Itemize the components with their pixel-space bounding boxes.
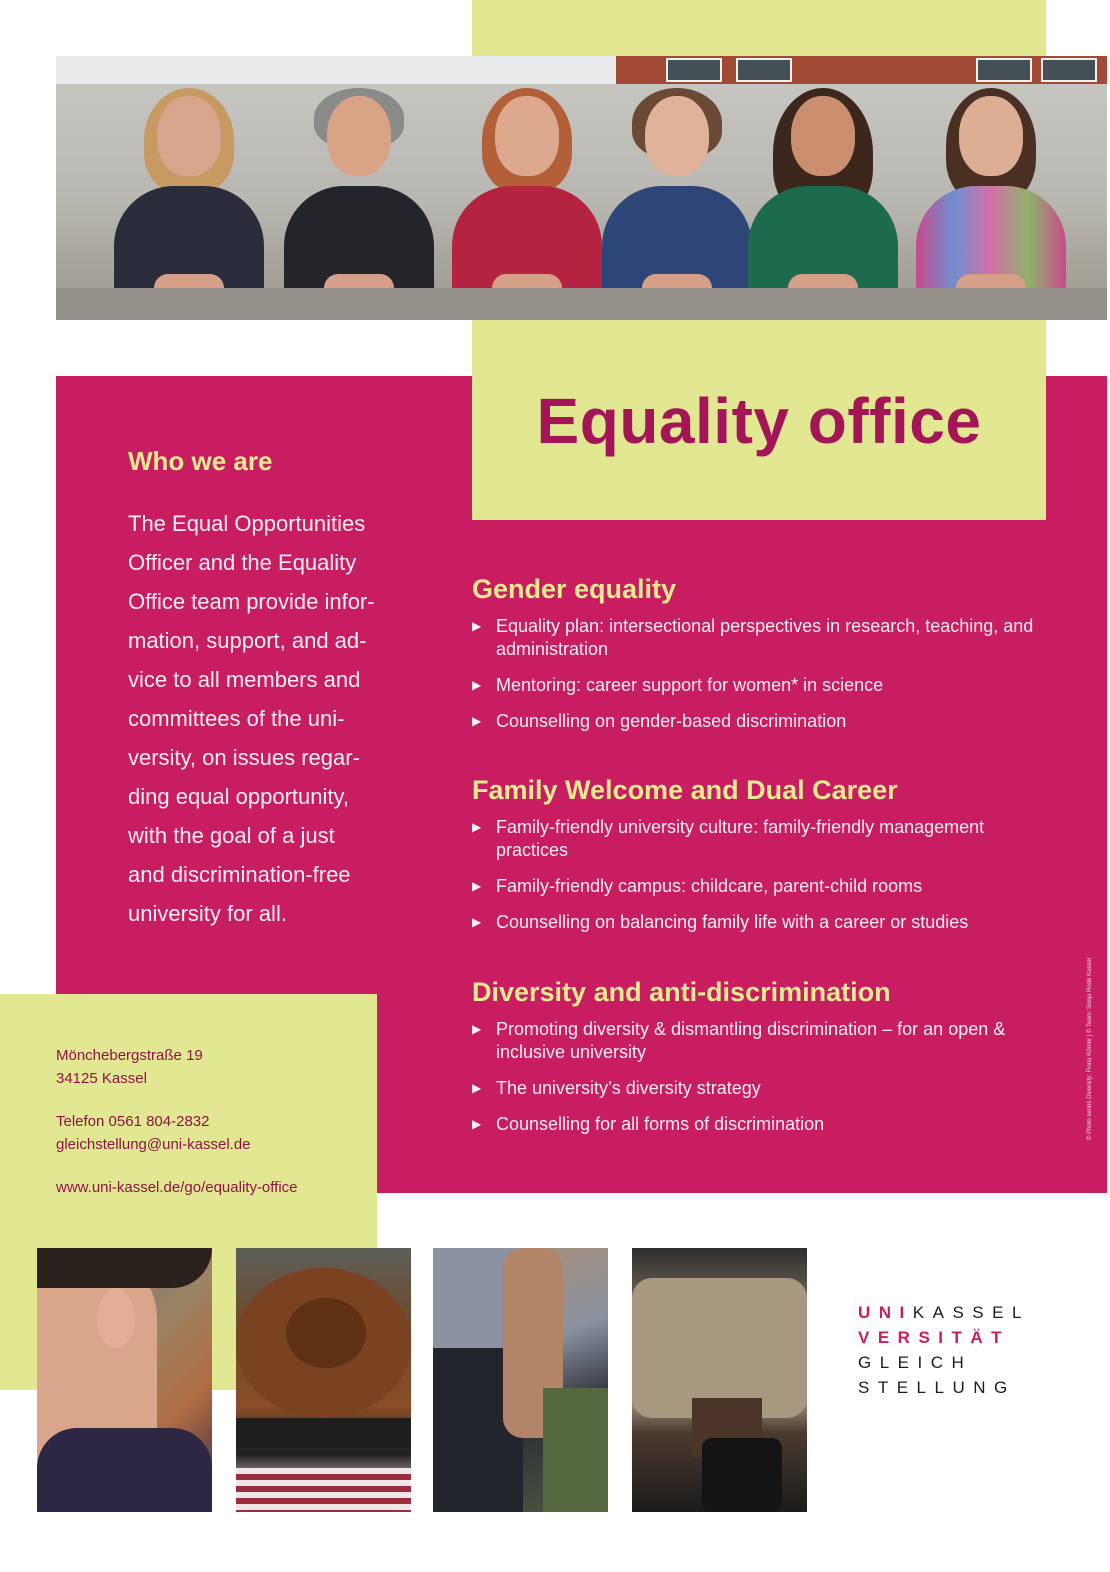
triangle-bullet-icon: ▶ <box>472 619 482 633</box>
photo-credit: © Photo series Diversity: Fiona Körner | © Team: Sonja Rode Kassel <box>1087 957 1093 1140</box>
section-heading: Family Welcome and Dual Career <box>472 775 898 805</box>
address-city: 34125 Kassel <box>56 1070 147 1087</box>
uni-kassel-logo <box>858 1300 1030 1400</box>
list-item: ▶ The university’s diversity strategy <box>472 1078 761 1098</box>
who-line: and discrimination-free <box>128 862 351 887</box>
section-heading: Gender equality <box>472 574 677 604</box>
team-member <box>114 96 264 301</box>
list-item: ▶ Family-friendly campus: childcare, parent-child rooms <box>472 876 923 896</box>
who-line: ding equal opportunity, <box>128 784 349 809</box>
section-family-welcome <box>472 775 1072 947</box>
address-street: Mönchebergstraße 19 <box>56 1047 203 1064</box>
triangle-bullet-icon: ▶ <box>472 879 482 893</box>
triangle-bullet-icon: ▶ <box>472 820 482 834</box>
diversity-photo-ear <box>37 1248 212 1512</box>
section-heading: Diversity and anti-discrimination <box>472 977 891 1007</box>
team-member <box>916 96 1066 301</box>
logo-row: STELLUNG <box>858 1378 1016 1397</box>
who-line: Office team provide infor- <box>128 589 375 614</box>
team-member <box>748 96 898 301</box>
contact-address <box>56 1044 203 1090</box>
contact-details <box>56 1110 251 1156</box>
list-item: ▶ Family-friendly university culture: family-friendly management practices <box>472 817 985 860</box>
list-item: ▶ Promoting diversity & dismantling discrimination – for an open & inclusive university <box>472 1019 1006 1062</box>
logo-row: GLEICH <box>858 1353 973 1372</box>
triangle-bullet-icon: ▶ <box>472 678 482 692</box>
who-we-are-heading: Who we are <box>128 446 273 476</box>
triangle-bullet-icon: ▶ <box>472 1081 482 1095</box>
list-item: ▶ Mentoring: career support for women* in science <box>472 675 884 695</box>
logo-row: VERSITÄT <box>858 1328 1011 1347</box>
who-line: The Equal Opportunities <box>128 511 366 536</box>
who-line: with the goal of a just <box>128 823 335 848</box>
diversity-photo-hair-bun <box>236 1248 411 1512</box>
who-line: Officer and the Equality <box>128 550 357 575</box>
list-item: ▶ Counselling on balancing family life with a career or studies <box>472 912 969 932</box>
phone-number: Telefon 0561 804-2832 <box>56 1113 210 1130</box>
section-diversity <box>472 977 1072 1149</box>
team-member <box>452 96 602 301</box>
team-member <box>284 96 434 301</box>
triangle-bullet-icon: ▶ <box>472 1022 482 1036</box>
team-member <box>602 96 752 301</box>
who-we-are-text <box>128 504 428 933</box>
photo-window <box>976 58 1032 82</box>
list-item: ▶ Equality plan: intersectional perspectives in research, teaching, and administration <box>472 616 1034 659</box>
photo-window <box>666 58 722 82</box>
triangle-bullet-icon: ▶ <box>472 714 482 728</box>
logo-row: UNIKASSEL <box>858 1303 1030 1322</box>
photo-window <box>1041 58 1097 82</box>
website-link[interactable]: www.uni-kassel.de/go/equality-office <box>56 1179 298 1196</box>
triangle-bullet-icon: ▶ <box>472 1117 482 1131</box>
email-link[interactable]: gleichstellung@uni-kassel.de <box>56 1136 251 1153</box>
who-line: vice to all members and <box>128 667 361 692</box>
who-line: university for all. <box>128 901 287 926</box>
photo-window <box>736 58 792 82</box>
list-item: ▶ Counselling on gender-based discrimination <box>472 711 847 731</box>
who-line: committees of the uni- <box>128 706 345 731</box>
diversity-photo-leg <box>632 1248 807 1512</box>
list-item: ▶ Counselling for all forms of discrimination <box>472 1114 825 1134</box>
section-gender-equality <box>472 574 1072 746</box>
team-photo <box>56 56 1107 320</box>
photo-concrete-ledge <box>56 288 1107 320</box>
who-line: versity, on issues regar- <box>128 745 360 770</box>
diversity-photo-arm <box>433 1248 608 1512</box>
page-title: Equality office <box>536 385 982 457</box>
who-line: mation, support, and ad- <box>128 628 367 653</box>
triangle-bullet-icon: ▶ <box>472 915 482 929</box>
